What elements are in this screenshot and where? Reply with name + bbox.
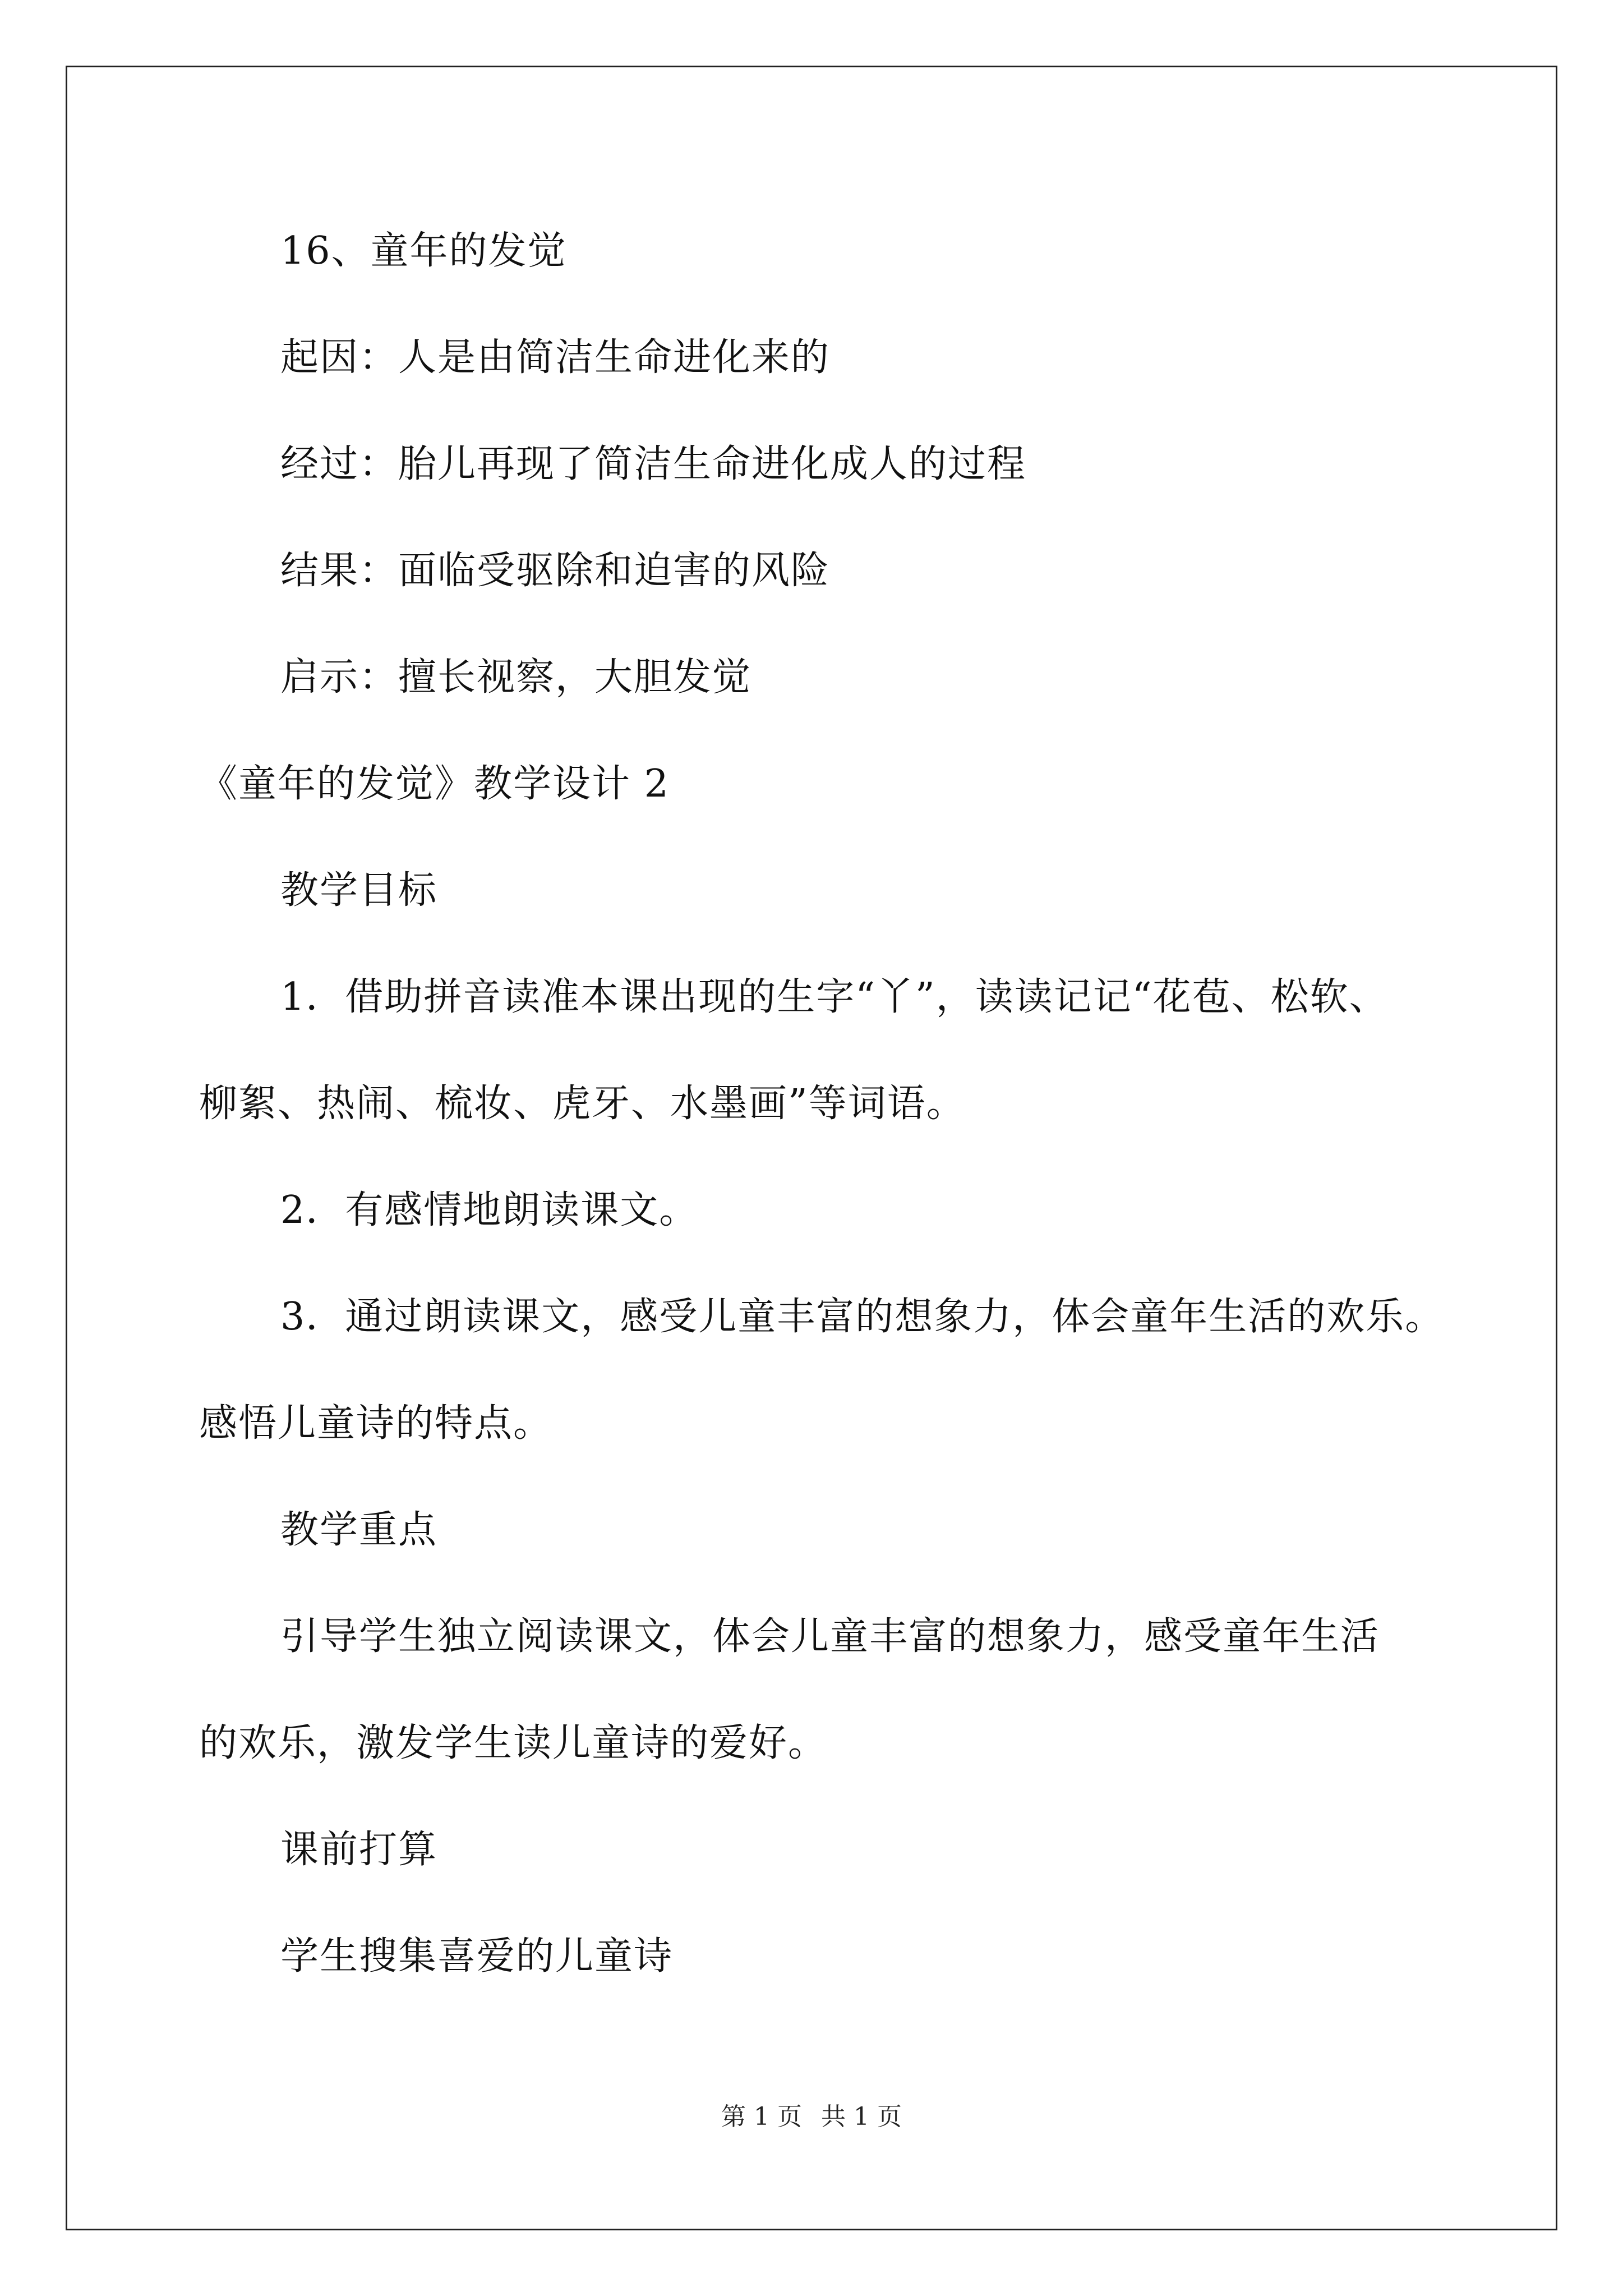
line-goal-3b: 感悟儿童诗的特点。 xyxy=(199,1401,553,1446)
page-total: 共 1 页 xyxy=(821,2102,902,2131)
line-design-heading: 《童年的发觉》教学设计 2 xyxy=(199,762,670,806)
line-goal-1b: 柳絮、热闹、梳妆、虎牙、水墨画”等词语。 xyxy=(199,1082,966,1126)
line-goal-1a: 1．借助拼音读准本课出现的生字“丫”，读读记记“花苞、松软、 xyxy=(280,975,1389,1019)
line-section-title: 16、童年的发觉 xyxy=(280,229,567,273)
line-goal-3a: 3．通过朗读课文，感受儿童丰富的想象力，体会童年生活的欢乐。 xyxy=(280,1295,1445,1339)
page-number: 第 1 页 xyxy=(721,2102,802,2131)
page-footer xyxy=(0,2101,1623,2133)
line-prep-content: 学生搜集喜爱的儿童诗 xyxy=(280,1934,674,1978)
line-focus-b: 的欢乐，激发学生读儿童诗的爱好。 xyxy=(199,1721,828,1765)
line-result: 结果：面临受驱除和迫害的风险 xyxy=(280,549,831,593)
line-prep-heading: 课前打算 xyxy=(280,1828,438,1872)
line-goals-heading: 教学目标 xyxy=(280,868,438,913)
line-focus-heading: 教学重点 xyxy=(280,1508,438,1552)
line-focus-a: 引导学生独立阅读课文，体会儿童丰富的想象力，感受童年生活 xyxy=(280,1614,1380,1659)
page-frame xyxy=(66,66,1557,2230)
line-cause: 起因：人是由简洁生命进化来的 xyxy=(280,335,831,380)
line-revelation: 启示：擅长视察，大胆发觉 xyxy=(280,655,752,700)
line-goal-2: 2．有感情地朗读课文。 xyxy=(280,1188,699,1232)
line-process: 经过：胎儿再现了简洁生命进化成人的过程 xyxy=(280,442,1027,486)
